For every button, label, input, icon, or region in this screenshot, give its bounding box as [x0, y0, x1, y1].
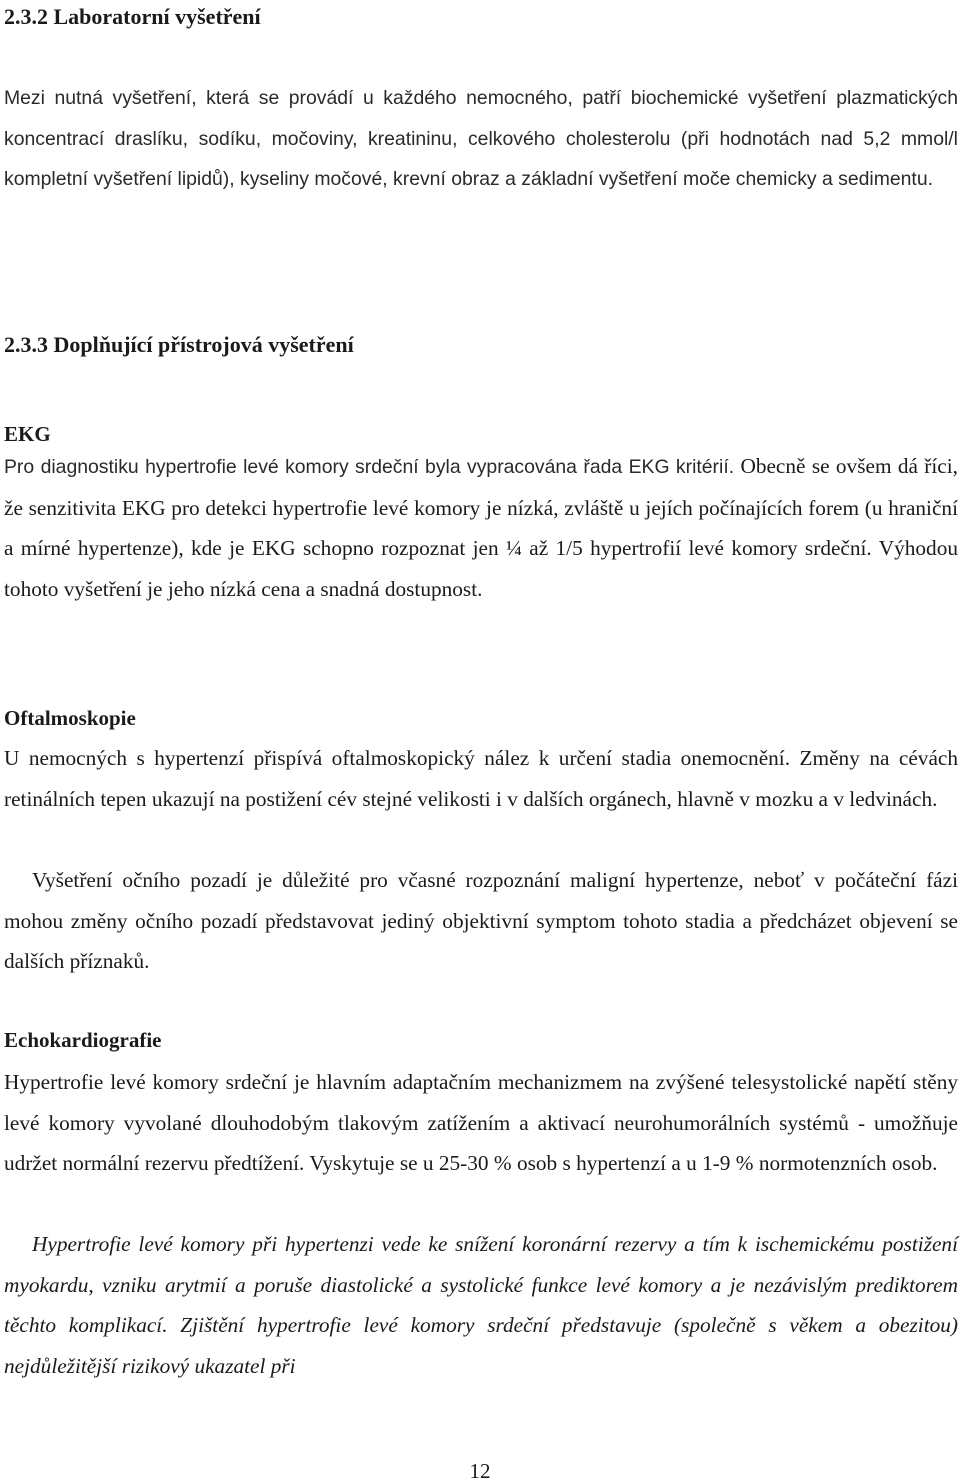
echocardiography-paragraph-2: Hypertrofie levé komory při hypertenzi vede ke snížení koronární rezervy a tím k ischemickému postižení myokardu, vzniku arytmií a poruše diastolické a systolické funkce levé komory a je nezávislým prediktorem těchto komplikací. Zjištění hypertrofie levé komory srdeční představuje (společně s věkem a obezitou) nejdůležitější rizikový ukazatel při — [4, 1232, 958, 1378]
laboratory-paragraph: Mezi nutná vyšetření, která se provádí u každého nemocného, patří biochemické vyšetření plazmatických koncentrací draslíku, sodíku, močoviny, kreatininu, celkového cholesterolu (při hodnotách nad 5,2 mmol/l kompletní vyšetření lipidů), kyseliny močové, krevní obraz a základní vyšetření moče chemicky a sedimentu. — [4, 87, 958, 190]
subheading-ophthalmoscopy: Oftalmoskopie — [4, 706, 136, 730]
ophthalmoscopy-paragraph-2: Vyšetření očního pozadí je důležité pro včasné rozpoznání maligní hypertenze, neboť v počáteční fázi mohou změny očního pozadí představovat jediný objektivní symptom tohoto stadia a předcházet objevení se dalších příznaků. — [4, 868, 958, 973]
subheading-ekg: EKG — [4, 422, 51, 446]
section-heading-instrumental: 2.3.3 Doplňující přístrojová vyšetření — [4, 332, 354, 357]
ekg-paragraph-lead: Pro diagnostiku hypertrofie levé komory srdeční byla vypracována řada EKG kritérií. — [4, 456, 735, 478]
page-number: 12 — [469, 1459, 491, 1483]
subheading-echocardiography: Echokardiografie — [4, 1028, 162, 1052]
echocardiography-paragraph-1: Hypertrofie levé komory srdeční je hlavním adaptačním mechanizmem na zvýšené telesystolické napětí stěny levé komory vyvolané dlouhodobým tlakovým zatížením a aktivací neurohumorálních systémů - umožňuje udržet normální rezervu předtížení. Vyskytuje se u 25-30 % osob s hypertenzí a u 1-9 % normotenzních osob. — [4, 1070, 958, 1175]
section-heading-laboratory: 2.3.2 Laboratorní vyšetření — [4, 4, 261, 29]
ekg-paragraph-rest: Obecně se ovšem dá říci, že senzitivita EKG pro detekci hypertrofie levé komory je nízká, zvláště u jejích počínajících forem (u hraniční a mírné hypertenze), kde je EKG schopno rozpoznat jen ¼ až 1/5 hypertrofií levé komory srdeční. Výhodou tohoto vyšetření je jeho nízká cena a snadná dostupnost. — [4, 454, 958, 601]
ophthalmoscopy-paragraph-1: U nemocných s hypertenzí přispívá oftalmoskopický nález k určení stadia onemocnění. Změny na cévách retinálních tepen ukazují na postižení cév stejné velikosti i v dalších orgánech, hlavně v mozku a v ledvinách. — [4, 746, 958, 811]
ekg-paragraph — [4, 446, 958, 609]
